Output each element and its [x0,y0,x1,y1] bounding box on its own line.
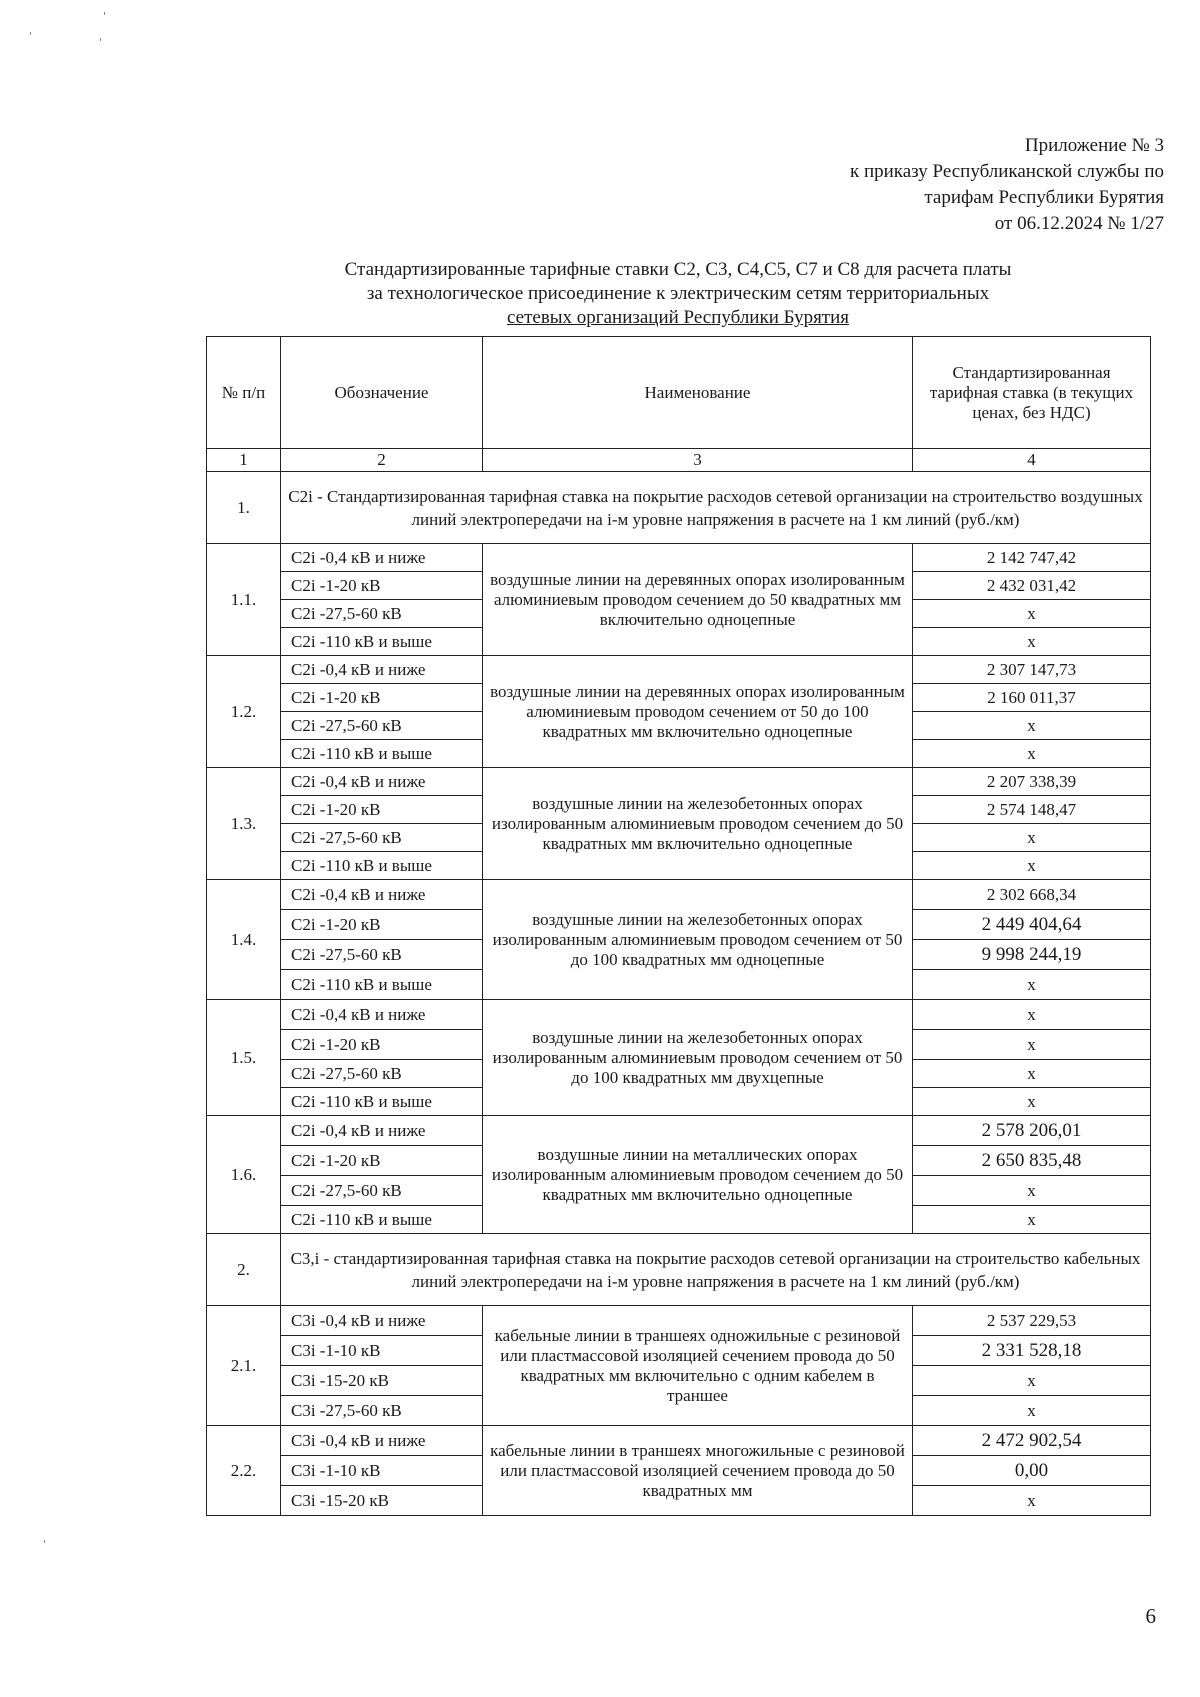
code-cell: С2i -27,5-60 кВ [281,1060,483,1088]
code-cell: С3i -1-10 кВ [281,1336,483,1366]
rate-cell: х [913,600,1151,628]
code-cell: С2i -27,5-60 кВ [281,1176,483,1206]
table-row [207,656,1151,684]
rate-cell: х [913,852,1151,880]
code-cell: С2i -110 кВ и выше [281,628,483,656]
group-num: 1.4. [207,880,281,1000]
title-line-3: сетевых организаций Республики Бурятия [506,307,850,328]
group-num: 1.1. [207,544,281,656]
code-cell: С2i -110 кВ и выше [281,740,483,768]
header-name: Наименование [483,337,913,449]
appendix-line-3: тарифам Республики Бурятия [924,187,1164,208]
group-num: 1.6. [207,1116,281,1234]
rate-cell: х [913,1486,1151,1516]
rate-cell: 2 160 011,37 [913,684,1151,712]
rate-cell: 2 578 206,01 [913,1116,1151,1146]
code-cell: С2i -27,5-60 кВ [281,712,483,740]
header-rate: Стандартизированная тарифная ставка (в текущих ценах, без НДС) [913,337,1151,449]
rate-cell: х [913,970,1151,1000]
title-line-1: Стандартизированные тарифные ставки С2, С3, С4,С5, С7 и С8 для расчета платы [344,259,1012,280]
code-cell: С2i -27,5-60 кВ [281,940,483,970]
header-code: Обозначение [281,337,483,449]
colnum-3: 3 [483,449,913,472]
rate-cell: 2 574 148,47 [913,796,1151,824]
table-header-row [207,337,1151,449]
description-cell: кабельные линии в траншеях одножильные с резиновой или пластмассовой изоляцией сечением провода до 50 квадратных мм включительно с одним кабелем в траншее [483,1306,913,1426]
code-cell: С2i -0,4 кВ и ниже [281,656,483,684]
code-cell: С3i -27,5-60 кВ [281,1396,483,1426]
code-cell: С2i -110 кВ и выше [281,1206,483,1234]
rate-cell: х [913,1366,1151,1396]
rate-cell: х [913,1396,1151,1426]
code-cell: С2i -0,4 кВ и ниже [281,880,483,910]
code-cell: С2i -1-20 кВ [281,1146,483,1176]
rate-cell: 2 302 668,34 [913,880,1151,910]
table-row [207,880,1151,910]
group-num: 2.2. [207,1426,281,1516]
title-line-2: за технологическое присоединение к электрическим сетям территориальных [366,283,990,304]
appendix-block [850,133,1164,237]
table-row [207,1426,1151,1456]
section-num: 1. [207,472,281,544]
rate-cell: х [913,1088,1151,1116]
group-num: 1.5. [207,1000,281,1116]
group-num: 1.2. [207,656,281,768]
code-cell: С3i -0,4 кВ и ниже [281,1426,483,1456]
table-row [207,768,1151,796]
table-row [207,1116,1151,1146]
rate-cell: х [913,712,1151,740]
colnum-2: 2 [281,449,483,472]
code-cell: С2i -1-20 кВ [281,910,483,940]
appendix-line-2: к приказу Республиканской службы по [849,161,1164,182]
rate-cell: х [913,1000,1151,1030]
rate-cell: 2 142 747,42 [913,544,1151,572]
rate-cell: 2 331 528,18 [913,1336,1151,1366]
code-cell: С3i -15-20 кВ [281,1366,483,1396]
section-num: 2. [207,1234,281,1306]
rate-cell: 2 650 835,48 [913,1146,1151,1176]
appendix-line-1: Приложение № 3 [1024,135,1164,156]
group-num: 2.1. [207,1306,281,1426]
section-heading: С3,i - стандартизированная тарифная ставка на покрытие расходов сетевой организации на строительство кабельных линий электропередачи на i-м уровне напряжения в расчете на 1 км линий (руб./км) [281,1234,1151,1306]
rate-cell: 2 472 902,54 [913,1426,1151,1456]
code-cell: С2i -0,4 кВ и ниже [281,768,483,796]
rate-cell: х [913,628,1151,656]
code-cell: С2i -0,4 кВ и ниже [281,1116,483,1146]
rate-cell: х [913,740,1151,768]
description-cell: воздушные линии на железобетонных опорах изолированным алюминиевым проводом сечением от 50 до 100 квадратных мм двухцепные [483,1000,913,1116]
column-number-row [207,449,1151,472]
table-row [207,1306,1151,1336]
header-num: № п/п [207,337,281,449]
code-cell: С2i -27,5-60 кВ [281,824,483,852]
code-cell: С2i -110 кВ и выше [281,852,483,880]
rate-cell: 2 432 031,42 [913,572,1151,600]
code-cell: С2i -110 кВ и выше [281,1088,483,1116]
code-cell: С2i -0,4 кВ и ниже [281,544,483,572]
colnum-4: 4 [913,449,1151,472]
rate-cell: х [913,1176,1151,1206]
section-row [207,1234,1151,1306]
description-cell: воздушные линии на деревянных опорах изолированным алюминиевым проводом сечением до 50 квадратных мм включительно одноцепные [483,544,913,656]
page-number: 6 [1145,1604,1156,1628]
section-heading: С2i - Стандартизированная тарифная ставка на покрытие расходов сетевой организации на строительство воздушных линий электропередачи на i-м уровне напряжения в расчете на 1 км линий (руб./км) [281,472,1151,544]
rate-cell: 2 537 229,53 [913,1306,1151,1336]
code-cell: С2i -27,5-60 кВ [281,600,483,628]
rate-cell: 0,00 [913,1456,1151,1486]
appendix-line-4: от 06.12.2024 № 1/27 [994,213,1164,234]
code-cell: С2i -0,4 кВ и ниже [281,1000,483,1030]
tariff-table [206,336,1151,1516]
description-cell: воздушные линии на металлических опорах изолированным алюминиевым проводом сечением до 50 квадратных мм включительно одноцепные [483,1116,913,1234]
rate-cell: х [913,1060,1151,1088]
code-cell: С3i -1-10 кВ [281,1456,483,1486]
code-cell: С2i -1-20 кВ [281,684,483,712]
code-cell: С2i -1-20 кВ [281,796,483,824]
rate-cell: х [913,1030,1151,1060]
description-cell: воздушные линии на железобетонных опорах изолированным алюминиевым проводом сечением до 50 квадратных мм включительно одноцепные [483,768,913,880]
description-cell: воздушные линии на железобетонных опорах изолированным алюминиевым проводом сечением от 50 до 100 квадратных мм одноцепные [483,880,913,1000]
rate-cell: 2 207 338,39 [913,768,1151,796]
rate-cell: 9 998 244,19 [913,940,1151,970]
table-row [207,544,1151,572]
code-cell: С3i -15-20 кВ [281,1486,483,1516]
description-cell: кабельные линии в траншеях многожильные с резиновой или пластмассовой изоляцией сечением провода до 50 квадратных мм [483,1426,913,1516]
group-num: 1.3. [207,768,281,880]
description-cell: воздушные линии на деревянных опорах изолированным алюминиевым проводом сечением от 50 до 100 квадратных мм включительно одноцепные [483,656,913,768]
section-row [207,472,1151,544]
table-row [207,1000,1151,1030]
code-cell: С3i -0,4 кВ и ниже [281,1306,483,1336]
code-cell: С2i -1-20 кВ [281,572,483,600]
code-cell: С2i -110 кВ и выше [281,970,483,1000]
rate-cell: 2 449 404,64 [913,910,1151,940]
colnum-1: 1 [207,449,281,472]
code-cell: С2i -1-20 кВ [281,1030,483,1060]
rate-cell: 2 307 147,73 [913,656,1151,684]
rate-cell: х [913,1206,1151,1234]
document-title [206,258,1150,330]
rate-cell: х [913,824,1151,852]
